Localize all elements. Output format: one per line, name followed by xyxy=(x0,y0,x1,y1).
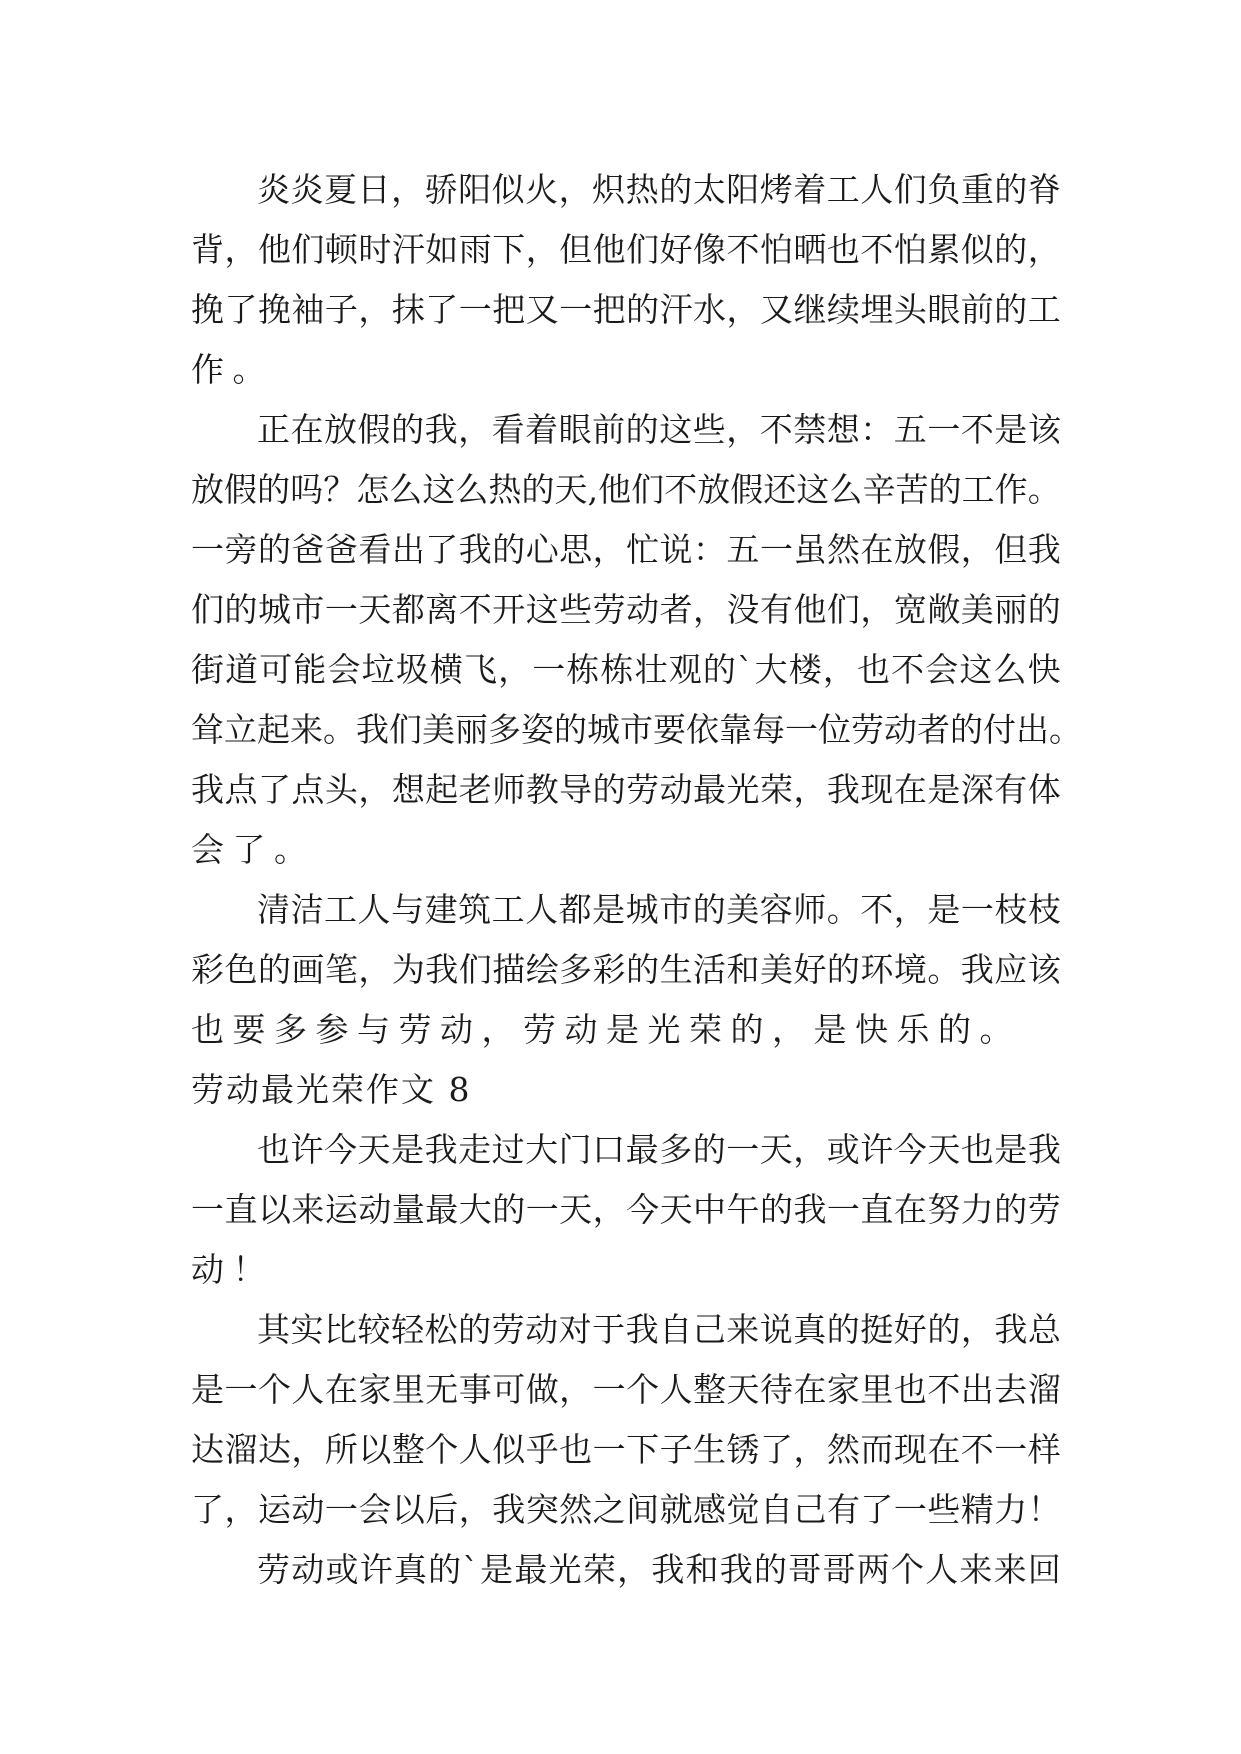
paragraph-line: 背 ， 他 们 顿 时 汗 如 雨 下 ， 但 他 们 好 像 不 怕 晒 也 不 怕 累 似 的 ， xyxy=(191,230,1061,269)
paragraph-line: 是 一 个 人 在 家 里 无 事 可 做 ， 一 个 人 整 天 待 在 家 里 也 不 出 去 溜 xyxy=(191,1370,1061,1409)
paragraph-line: 动！ xyxy=(191,1250,274,1289)
document-body xyxy=(191,160,1082,1600)
paragraph-line: 我 点 了 点 头 ， 想 起 老 师 教 导 的 劳 动 最 光 荣 ， 我 现 在 是 深 有 体 xyxy=(191,770,1061,809)
paragraph-line: 了 ， 运 动 一 会 以 后 ， 我 突 然 之 间 就 感 觉 自 己 有 了 一 些 精 力 ！ xyxy=(191,1490,1061,1529)
paragraph-line: 彩 色 的 画 笔 ， 为 我 们 描 绘 多 彩 的 生 活 和 美 好 的 环 境 。 我 应 该 xyxy=(191,950,1061,989)
paragraph-line: 一 直 以 来 运 动 量 最 大 的 一 天 ， 今 天 中 午 的 我 一 直 在 努 力 的 劳 xyxy=(191,1190,1061,1229)
paragraph-line: 挽 了 挽 袖 子 ， 抹 了 一 把 又 一 把 的 汗 水 ， 又 继 续 埋 头 眼 前 的 工 xyxy=(191,290,1061,329)
section-heading: 劳动最光荣作文 8 xyxy=(191,1070,472,1109)
paragraph-line: 其 实 比 较 轻 松 的 劳 动 对 于 我 自 己 来 说 真 的 挺 好 的 ， 我 总 xyxy=(257,1310,1061,1349)
paragraph-line: 放 假 的 吗 ？ 怎 么 这 么 热 的 天 , 他 们 不 放 假 还 这 么 辛 苦 的 工 作 。 xyxy=(191,470,1061,509)
paragraph-line: 会了。 xyxy=(191,830,316,869)
paragraph-line: 耸 立 起 来 。 我 们 美 丽 多 姿 的 城 市 要 依 靠 每 一 位 劳 动 者 的 付 出 。 xyxy=(191,710,1082,749)
paragraph-line: 一 旁 的 爸 爸 看 出 了 我 的 心 思 ， 忙 说 ： 五 一 虽 然 在 放 假 ， 但 我 xyxy=(191,530,1061,569)
paragraph-line: 达 溜 达 ， 所 以 整 个 人 似 乎 也 一 下 子 生 锈 了 ， 然 而 现 在 不 一 样 xyxy=(191,1430,1061,1469)
paragraph-line: 炎 炎 夏 日 ， 骄 阳 似 火 ， 炽 热 的 太 阳 烤 着 工 人 们 负 重 的 脊 xyxy=(257,170,1061,209)
paragraph-line: 们 的 城 市 一 天 都 离 不 开 这 些 劳 动 者 ， 没 有 他 们 ， 宽 敞 美 丽 的 xyxy=(191,590,1061,629)
paragraph-line: 正 在 放 假 的 我 ， 看 着 眼 前 的 这 些 ， 不 禁 想 ： 五 一 不 是 该 xyxy=(257,410,1061,449)
paragraph-line: 街 道 可 能 会 垃 圾 横 飞 ， 一 栋 栋 壮 观 的 ` 大 楼 ， 也 不 会 这 么 快 xyxy=(191,650,1061,689)
paragraph-line: 也要多参与劳动，劳动是光荣的，是快乐的。 xyxy=(191,1010,1021,1049)
paragraph-line: 也 许 今 天 是 我 走 过 大 门 口 最 多 的 一 天 ， 或 许 今 天 也 是 我 xyxy=(257,1130,1061,1169)
paragraph-line: 作。 xyxy=(191,350,274,389)
paragraph-line: 清 洁 工 人 与 建 筑 工 人 都 是 城 市 的 美 容 师 。 不 ， 是 一 枝 枝 xyxy=(257,890,1061,929)
paragraph-line: 劳 动 或 许 真 的 ` 是 最 光 荣 ， 我 和 我 的 哥 哥 两 个 人 来 来 回 xyxy=(257,1550,1061,1589)
